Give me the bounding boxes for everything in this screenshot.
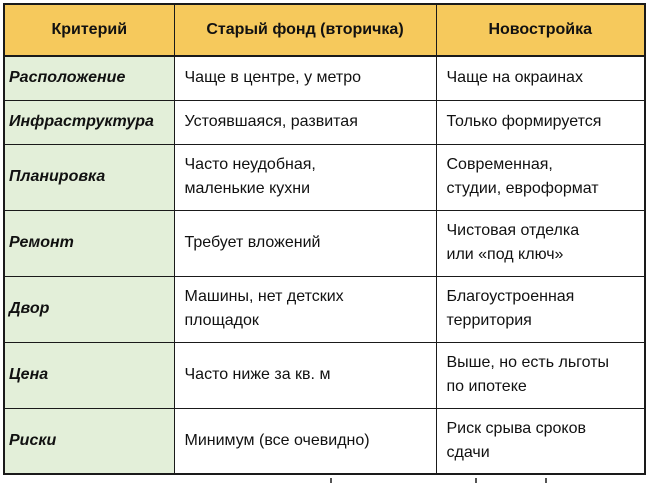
table-row	[4, 210, 645, 276]
row-old-fund	[174, 100, 436, 144]
row-old-fund	[174, 276, 436, 342]
cell-line: Чаще на окраинах	[446, 69, 583, 87]
row-criterion: Цена	[4, 342, 174, 408]
cell-line: Благоустроенная	[446, 288, 575, 305]
cell-line: Машины, нет детских	[184, 288, 344, 305]
row-new-build	[436, 342, 645, 408]
cell-line: Часто ниже за кв. м	[184, 366, 331, 383]
table-row	[4, 56, 645, 100]
row-criterion: Планировка	[4, 144, 174, 210]
table-row	[4, 276, 645, 342]
table-row	[4, 100, 645, 144]
row-old-fund	[174, 56, 436, 100]
cropped-text-fragment	[300, 478, 560, 485]
cropped-glyph	[475, 478, 477, 483]
row-criterion: Инфраструктура	[4, 100, 174, 144]
cell-line: Часто неудобная,	[184, 156, 316, 173]
cell-line: сдачи	[446, 443, 490, 461]
table-row	[4, 144, 645, 210]
cell-line: территория	[446, 312, 532, 329]
header-criterion: Критерий	[4, 4, 174, 56]
table-row	[4, 408, 645, 474]
table-header	[4, 4, 645, 56]
cell-line: Риск срыва сроков	[446, 419, 586, 437]
row-new-build	[436, 100, 645, 144]
cropped-glyph	[330, 478, 332, 483]
cell-line: Устоявшаяся, развитая	[184, 113, 358, 130]
cell-line: площадок	[184, 312, 259, 329]
cropped-glyph	[545, 478, 547, 483]
cell-line: Чистовая отделка	[446, 222, 580, 239]
row-new-build	[436, 210, 645, 276]
cell-line: или «под ключ»	[446, 246, 564, 263]
table-row	[4, 342, 645, 408]
comparison-table	[3, 3, 646, 475]
row-old-fund	[174, 144, 436, 210]
header-new-build: Новостройка	[436, 4, 645, 56]
cell-line: по ипотеке	[446, 378, 527, 395]
cell-line: Выше, но есть льготы	[446, 354, 610, 371]
row-old-fund	[174, 210, 436, 276]
row-old-fund	[174, 342, 436, 408]
cell-line: студии, евроформат	[446, 180, 599, 197]
cell-line: Только формируется	[446, 113, 602, 130]
row-criterion: Расположение	[4, 56, 174, 100]
cell-line: Чаще в центре, у метро	[184, 69, 362, 87]
cell-line: маленькие кухни	[184, 180, 311, 197]
row-new-build	[436, 408, 645, 474]
header-row	[4, 4, 645, 56]
row-criterion: Риски	[4, 408, 174, 474]
cell-line: Современная,	[446, 156, 553, 173]
header-old-fund: Старый фонд (вторичка)	[174, 4, 436, 56]
table-body	[4, 56, 645, 474]
cell-line: Требует вложений	[184, 234, 321, 251]
row-old-fund	[174, 408, 436, 474]
row-criterion: Двор	[4, 276, 174, 342]
cell-line: Минимум (все очевидно)	[184, 431, 370, 449]
row-new-build	[436, 144, 645, 210]
row-new-build	[436, 56, 645, 100]
row-criterion: Ремонт	[4, 210, 174, 276]
row-new-build	[436, 276, 645, 342]
